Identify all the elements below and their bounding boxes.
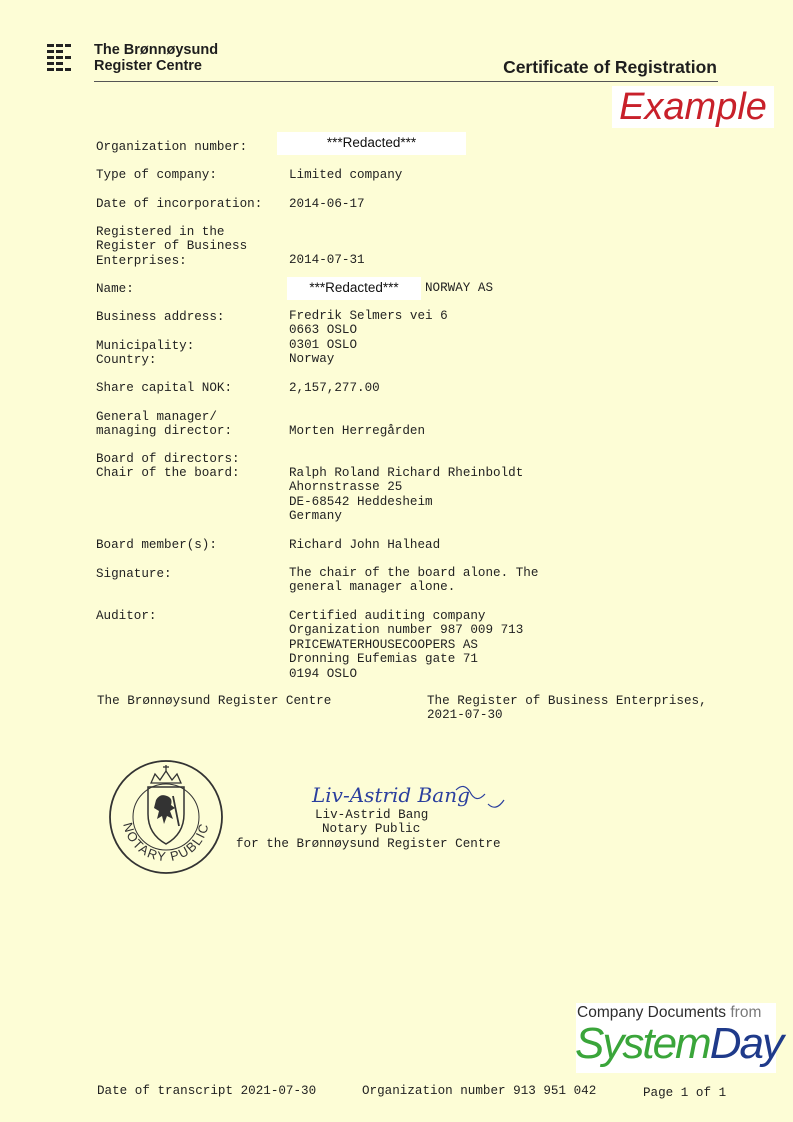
- org-number-redacted: ***Redacted***: [277, 132, 466, 155]
- transcript-date: Date of transcript 2021-07-30: [97, 1084, 317, 1098]
- manager-label: General manager/ managing director:: [96, 410, 233, 439]
- systemday-logo: [575, 1019, 782, 1069]
- example-watermark: Example: [612, 86, 774, 128]
- registry-logo-icon: [47, 44, 71, 74]
- board-value: Ralph Roland Richard Rheinboldt Ahornstrasse 25 DE-68542 Heddesheim Germany: [289, 466, 524, 524]
- registered-label: Registered in the Register of Business Enterprises:: [96, 225, 248, 268]
- signature-script: Liv-Astrid Bang: [312, 783, 470, 807]
- municipality-label: Municipality: Country:: [96, 339, 195, 368]
- name-redacted: ***Redacted***: [287, 277, 421, 300]
- brand-name-b: Day: [709, 1019, 782, 1068]
- notary-title: Notary Public: [322, 822, 421, 836]
- document-title: Certificate of Registration: [503, 57, 717, 77]
- address-value: Fredrik Selmers vei 6 0663 OSLO: [289, 309, 448, 338]
- manager-value: Morten Herregården: [289, 424, 426, 438]
- closing-register-date: The Register of Business Enterprises, 2021-07-30: [427, 694, 707, 723]
- notary-for: for the Brønnøysund Register Centre: [236, 837, 501, 851]
- signature-value: The chair of the board alone. The general manager alone.: [289, 566, 539, 595]
- board-label: Board of directors: Chair of the board:: [96, 452, 240, 481]
- address-label: Business address:: [96, 310, 225, 324]
- incorporation-label: Date of incorporation:: [96, 197, 263, 211]
- type-label: Type of company:: [96, 168, 217, 182]
- name-label: Name:: [96, 282, 134, 296]
- org-number-label: Organization number:: [96, 140, 248, 154]
- page-number: Page 1 of 1: [643, 1086, 727, 1100]
- members-value: Richard John Halhead: [289, 538, 441, 552]
- seal-text: NOTARY PUBLIC: [120, 820, 212, 865]
- branding-tagline-text: Company Documents: [577, 1004, 727, 1021]
- members-label: Board member(s):: [96, 538, 217, 552]
- brand-name-a: System: [575, 1019, 710, 1068]
- name-suffix: NORWAY AS: [425, 281, 494, 295]
- share-capital-value: 2,157,277.00: [289, 381, 380, 395]
- notary-name: Liv-Astrid Bang: [315, 808, 429, 822]
- type-value: Limited company: [289, 168, 403, 182]
- svg-text:NOTARY PUBLIC: [120, 821, 212, 864]
- header-divider: [94, 81, 718, 82]
- municipality-value: 0301 OSLO Norway: [289, 338, 358, 367]
- registry-name: The Brønnøysund Register Centre: [94, 42, 219, 74]
- incorporation-value: 2014-06-17: [289, 197, 365, 211]
- closing-registry: The Brønnøysund Register Centre: [97, 694, 332, 708]
- registered-value: 2014-07-31: [289, 253, 365, 267]
- auditor-label: Auditor:: [96, 609, 157, 623]
- auditor-value: Certified auditing company Organization number 987 009 713 PRICEWATERHOUSECOOPERS AS Dronning Eufemias gate 71 0194 OSLO: [289, 609, 524, 681]
- share-capital-label: Share capital NOK:: [96, 381, 233, 395]
- footer-org-number: Organization number 913 951 042: [362, 1084, 597, 1098]
- signature-label: Signature:: [96, 567, 172, 581]
- branding-from: from: [730, 1004, 762, 1021]
- notary-seal-icon: [107, 756, 225, 878]
